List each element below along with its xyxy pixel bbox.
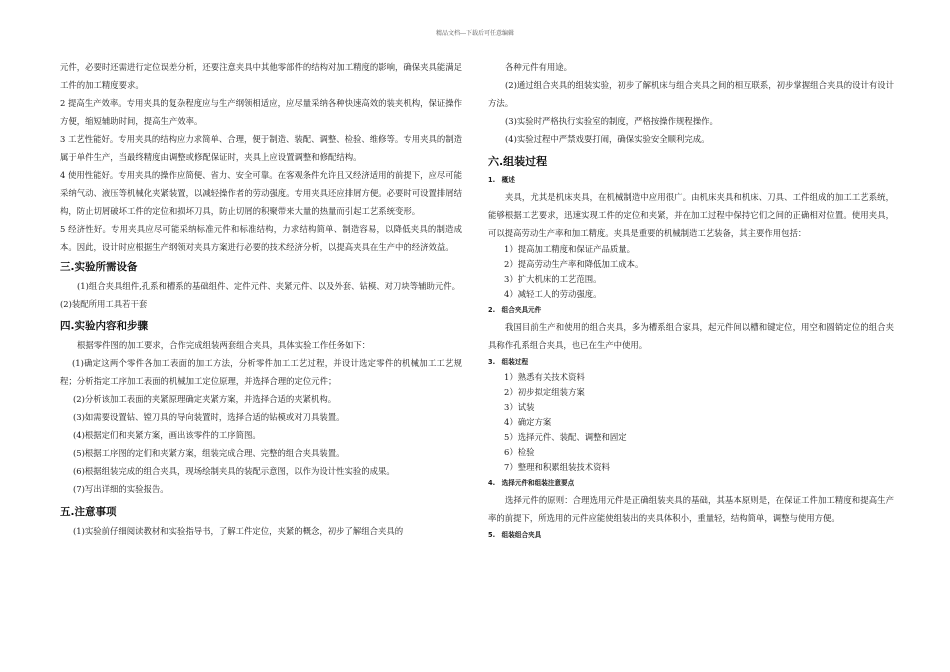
section-4-title: 四.实验内容和步骤	[60, 320, 148, 332]
step-5: (5)根据工序图的定们和夹紧方案，组装完成合理、完整的组合夹具装置。	[73, 448, 345, 458]
notice-3: (3)实验时严格执行实验室的制度，严格按操作规程操作。	[505, 116, 718, 126]
step-1: (1)确定这两个零件各加工表面的加工方法，分析零件加工工艺过程，并设计选定零件的机械加工工艺规程；分析指定工序加工表面的机械加工定位原理，并选择合理的定位元件；	[60, 358, 462, 386]
subsection-assemble-title: 5. 组装组合夹具	[488, 531, 542, 539]
step-6: (6)根据组装完成的组合夹具，现场绘制夹具的装配示意图，以作为设计性实验的成果。	[73, 466, 395, 476]
step-4: (4)根据定们和夹紧方案，画出该零件的工序简图。	[73, 430, 261, 440]
paragraph-efficiency: 2 提高生产效率。专用夹具的复杂程度应与生产纲领相适应，应尽量采纳各种快速高效的装夹机构，保证操作方便，缩短辅助时间，提高生产效率。	[60, 98, 462, 126]
list-item: 3）扩大机床的工艺范围。	[504, 274, 602, 284]
list-item: 6）检验	[504, 447, 535, 457]
subsection-selection-title: 4. 选择元件和组装注意要点	[488, 479, 575, 487]
section-3-title: 三.实验所需设备	[60, 261, 138, 273]
notice-4: (4)实验过程中严禁戏耍打闹，确保实验安全顺利完成。	[505, 134, 710, 144]
equipment-item-1: (1)组合夹具组件,孔系和槽系的基础组件、定件元件、夹紧元件、以及外套、钻模、对刀块等辅助元件。	[77, 281, 461, 291]
paragraph-usability: 4 使用性能好。专用夹具的操作应简便、省力、安全可靠。在客观条件允许且又经济适用的前提下，应尽可能采纳气动、液压等机械化夹紧装置，以减轻操作者的劳动强度。专用夹具还应排屑方便。必要时可设置排屑结构，防止切屑破坏工件的定位和损坏刀具，防止切屑的积聚带来大量的热量而引起工艺系统变形。	[60, 170, 462, 216]
overview-paragraph: 夹具，尤其是机床夹具，在机械制造中应用很广。由机床夹具和机床、刀具、工件组成的加工工艺系统，能够根据工艺要求，迅速实现工件的定位和夹紧，并在加工过程中保持它们之间的正确相对位置。使用夹具，可以提高劳动生产率和加工精度。夹具是重要的机械制造工艺装备，其主要作用包括：	[488, 192, 894, 238]
list-item: 4）减轻工人的劳动强度。	[504, 289, 602, 299]
subsection-overview-title: 1. 概述	[488, 176, 515, 184]
paragraph-manufacturability: 3 工艺性能好。专用夹具的结构应力求简单、合理，便于制造、装配、调整、检验、维修等。专用夹具的制造属于单件生产，当最终精度由调整或修配保证时，夹具上应设置调整和修配结构。	[60, 134, 462, 162]
list-item: 2）初步拟定组装方案	[504, 387, 585, 397]
step-7: (7)写出详细的实验报告。	[73, 484, 169, 494]
paragraph-intro: 元件，必要时还需进行定位误差分析，还要注意夹具中其他零部件的结构对加工精度的影响，确保夹具能满足工件的加工精度要求。	[60, 62, 462, 90]
subsection-elements-title: 2. 组合夹具元件	[488, 306, 542, 314]
left-column	[60, 58, 462, 540]
list-item: 2）提高劳动生产率和降低加工成本。	[504, 259, 644, 269]
step-3: (3)如需要设置钻、镗刀具的导向装置时，选择合适的钻模或对刀具装置。	[73, 412, 345, 422]
subsection-assembly-title: 3. 组装过程	[488, 358, 529, 366]
list-item: 7）整理和积累组装技术资料	[504, 462, 610, 472]
notice-1: (1)实验前仔细阅读教材和实验指导书，了解工件定位，夹紧的概念，初步了解组合夹具的	[73, 526, 404, 536]
page-header: 精品文档---下载后可任意编辑	[435, 30, 515, 37]
section-5-title: 五.注意事项	[60, 506, 117, 518]
list-item: 4）确定方案	[504, 417, 552, 427]
paragraph-economy: 5 经济性好。专用夹具应尽可能采纳标准元件和标准结构，力求结构简单、制造容易，以降低夹具的制造成本。因此，设计时应根据生产纲领对夹具方案进行必要的技术经济分析，以提高夹具在生产中的经济效益。	[60, 224, 462, 252]
list-item: 1）熟悉有关技术资料	[504, 372, 585, 382]
equipment-item-2: (2)装配所用工具若干套	[60, 299, 148, 309]
section-6-title: 六.组装过程	[488, 155, 548, 168]
right-column	[488, 58, 894, 543]
step-2: (2)分析该加工表面的夹紧原理确定夹紧方案，并选择合适的夹紧机构。	[73, 394, 337, 404]
notice-2: (2)通过组合夹具的组装实验，初步了解机床与组合夹具之间的相互联系，初步掌握组合夹具的设计有设计方法。	[488, 80, 894, 108]
list-item: 1）提高加工精度和保证产品质量。	[504, 244, 635, 254]
elements-paragraph: 我国目前生产和使用的组合夹具，多为槽系组合家具，起元件间以槽和键定位，用空和圆销定位的组合夹具称作孔系组合夹具，也已在生产中使用。	[488, 322, 894, 350]
list-item: 5）选择元件、装配、调整和固定	[504, 432, 627, 442]
list-item: 3）试装	[504, 402, 535, 412]
steps-intro: 根据零件图的加工要求，合作完成组装两套组合夹具，具体实验工作任务如下：	[77, 340, 371, 350]
selection-paragraph: 选择元件的原则：合理选用元件是正确组装夹具的基础，其基本原则是，在保证工件加工精度和提高生产率的前提下，所选用的元件应能使组装出的夹具体积小，重量轻，结构简单，调整与使用方便。	[488, 495, 894, 523]
notice-1-continued: 各种元件有用途。	[505, 62, 572, 72]
